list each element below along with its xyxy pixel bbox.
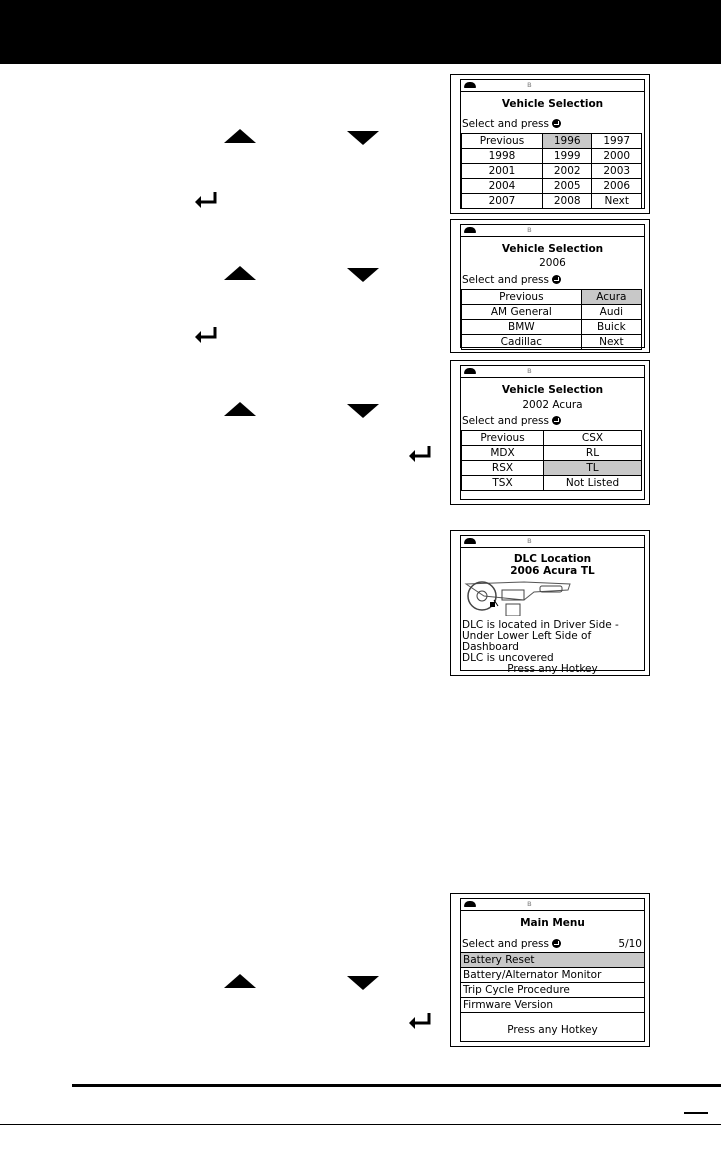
header-bar — [0, 0, 721, 64]
car-icon — [464, 368, 476, 374]
screen-subtitle: 2006 Acura TL — [510, 565, 595, 577]
enter-key-icon — [193, 190, 221, 210]
car-icon — [464, 227, 476, 233]
up-arrow-icon — [224, 974, 256, 988]
down-arrow-icon — [347, 404, 379, 418]
screen-title: Vehicle Selection — [501, 384, 604, 396]
menu-item[interactable]: Battery Reset — [461, 952, 644, 968]
status-bar — [461, 899, 644, 911]
enter-key-icon — [407, 1011, 435, 1031]
status-bar — [461, 80, 644, 92]
grid-row — [462, 446, 642, 461]
enter-key-icon — [193, 325, 221, 345]
grid-option[interactable]: 2002 — [542, 164, 592, 179]
up-arrow-icon — [224, 129, 256, 143]
grid-option[interactable]: 1998 — [462, 149, 543, 164]
screen-subtitle: 2006 — [539, 257, 566, 269]
make-selection-screen — [450, 219, 650, 353]
footer-rule — [0, 1124, 721, 1125]
dlc-info-line: DLC is located in Driver Side - — [462, 619, 619, 631]
grid-option[interactable]: Next — [581, 335, 641, 350]
bluetooth-icon: ʙ — [527, 225, 532, 234]
grid-option[interactable]: Audi — [581, 305, 641, 320]
car-icon — [464, 901, 476, 907]
enter-icon — [552, 939, 561, 948]
grid-option[interactable]: Cadillac — [462, 335, 582, 350]
grid-option[interactable]: 2007 — [462, 194, 543, 209]
grid-option[interactable]: Previous — [462, 290, 582, 305]
enter-icon — [552, 275, 561, 284]
menu-item[interactable]: Battery/Alternator Monitor — [461, 968, 644, 983]
enter-key-icon — [407, 444, 435, 464]
grid-option[interactable]: 2008 — [542, 194, 592, 209]
car-icon — [464, 82, 476, 88]
model-selection-screen — [450, 360, 650, 505]
dlc-info-line: Dashboard — [462, 641, 519, 653]
grid-option[interactable]: BMW — [462, 320, 582, 335]
grid-option[interactable]: 1996 — [542, 134, 592, 149]
grid-option[interactable]: 2006 — [592, 179, 642, 194]
grid-row — [462, 476, 642, 491]
select-prompt: Select and press — [462, 415, 561, 427]
down-arrow-icon — [347, 131, 379, 145]
footer-mark — [684, 1112, 708, 1114]
grid-row — [462, 194, 642, 209]
menu-list — [461, 952, 644, 1013]
menu-item[interactable]: Trip Cycle Procedure — [461, 983, 644, 998]
grid-option[interactable]: 1997 — [592, 134, 642, 149]
bottom-divider — [72, 1084, 721, 1087]
enter-icon — [552, 119, 561, 128]
grid-row — [462, 290, 642, 305]
grid-option[interactable]: 1999 — [542, 149, 592, 164]
select-prompt: Select and press — [462, 938, 561, 950]
grid-option[interactable]: MDX — [462, 446, 544, 461]
grid-option[interactable]: TL — [544, 461, 642, 476]
grid-option[interactable]: Previous — [462, 431, 544, 446]
grid-option[interactable]: Acura — [581, 290, 641, 305]
grid-row — [462, 335, 642, 350]
grid-option[interactable]: CSX — [544, 431, 642, 446]
bluetooth-icon: ʙ — [527, 899, 532, 908]
dlc-info-line: DLC is uncovered — [462, 652, 554, 664]
status-bar — [461, 225, 644, 237]
grid-option[interactable]: Buick — [581, 320, 641, 335]
dlc-location-screen — [450, 530, 650, 676]
screen-title: Vehicle Selection — [501, 243, 604, 255]
down-arrow-icon — [347, 268, 379, 282]
page-counter: 5/10 — [618, 938, 642, 950]
enter-icon — [552, 416, 561, 425]
status-bar — [461, 536, 644, 548]
car-icon — [464, 538, 476, 544]
grid-option[interactable]: 2000 — [592, 149, 642, 164]
grid-row — [462, 134, 642, 149]
screen-title: Vehicle Selection — [501, 98, 604, 110]
grid-row — [462, 149, 642, 164]
grid-option[interactable]: TSX — [462, 476, 544, 491]
grid-option[interactable]: AM General — [462, 305, 582, 320]
screen-title: Main Menu — [520, 917, 585, 929]
grid-row — [462, 320, 642, 335]
bluetooth-icon: ʙ — [527, 536, 532, 545]
grid-option[interactable]: 2001 — [462, 164, 543, 179]
model-grid — [461, 430, 642, 491]
hotkey-hint: Press any Hotkey — [507, 1024, 598, 1036]
grid-option[interactable]: RL — [544, 446, 642, 461]
status-bar — [461, 366, 644, 378]
year-grid — [461, 133, 642, 209]
bluetooth-icon: ʙ — [527, 80, 532, 89]
grid-row — [462, 164, 642, 179]
make-grid — [461, 289, 642, 350]
grid-option[interactable]: Previous — [462, 134, 543, 149]
dlc-info-line: Under Lower Left Side of — [462, 630, 592, 642]
grid-row — [462, 179, 642, 194]
grid-option[interactable]: Not Listed — [544, 476, 642, 491]
grid-row — [462, 305, 642, 320]
grid-option[interactable]: 2004 — [462, 179, 543, 194]
dashboard-illustration-icon — [464, 576, 574, 616]
select-prompt: Select and press — [462, 118, 561, 130]
menu-item[interactable]: Firmware Version — [461, 998, 644, 1013]
select-prompt: Select and press — [462, 274, 561, 286]
main-menu-screen — [450, 893, 650, 1047]
down-arrow-icon — [347, 976, 379, 990]
bluetooth-icon: ʙ — [527, 366, 532, 375]
grid-row — [462, 431, 642, 446]
grid-row — [462, 461, 642, 476]
grid-option[interactable]: Next — [592, 194, 642, 209]
grid-option[interactable]: 2005 — [542, 179, 592, 194]
up-arrow-icon — [224, 402, 256, 416]
hotkey-hint: Press any Hotkey — [507, 663, 598, 675]
grid-option[interactable]: 2003 — [592, 164, 642, 179]
grid-option[interactable]: RSX — [462, 461, 544, 476]
up-arrow-icon — [224, 266, 256, 280]
year-selection-screen — [450, 74, 650, 214]
screen-title: DLC Location — [513, 553, 592, 565]
screen-subtitle: 2002 Acura — [522, 399, 583, 411]
